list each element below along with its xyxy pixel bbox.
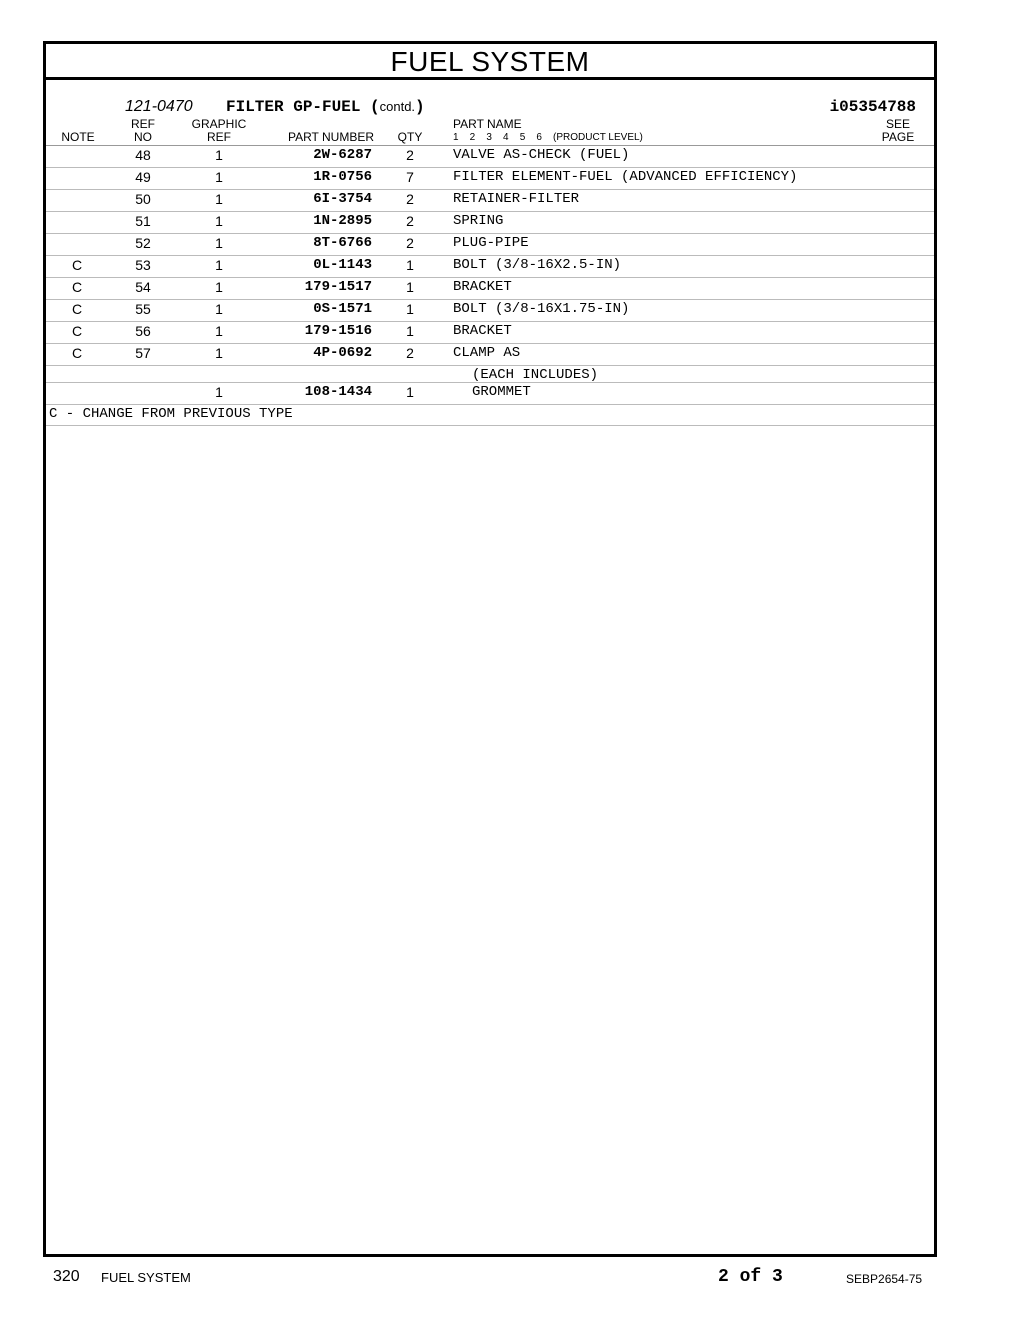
part-name-cell: (EACH INCLUDES) xyxy=(472,367,599,383)
group-name xyxy=(226,98,425,116)
ref-no-cell: 51 xyxy=(135,213,151,229)
note-cell: C xyxy=(72,279,83,295)
part-name-cell: BOLT (3/8-16X2.5-IN) xyxy=(453,257,622,273)
ref-no-cell: 50 xyxy=(135,191,151,207)
qty-cell: 2 xyxy=(406,345,414,361)
group-name-text: FILTER GP-FUEL ( xyxy=(226,98,380,116)
footnote: C - CHANGE FROM PREVIOUS TYPE xyxy=(49,406,293,422)
footer-section-name: FUEL SYSTEM xyxy=(101,1270,191,1285)
header-graphic-top: GRAPHIC xyxy=(191,117,247,131)
table-row xyxy=(46,300,934,322)
page-frame xyxy=(43,41,937,1257)
group-heading xyxy=(46,98,934,118)
part-number-cell: 4P-0692 xyxy=(313,345,372,361)
graphic-ref-cell: 1 xyxy=(215,191,223,207)
part-name-cell: GROMMET xyxy=(472,384,531,400)
part-name-cell: BRACKET xyxy=(453,323,512,339)
table-row xyxy=(46,344,934,366)
part-number-cell: 179-1517 xyxy=(304,279,372,295)
table-row xyxy=(46,212,934,234)
header-part-name: PART NAME xyxy=(453,117,522,131)
qty-cell: 2 xyxy=(406,147,414,163)
part-number-cell: 6I-3754 xyxy=(313,191,372,207)
header-see-top: SEE xyxy=(885,117,910,131)
header-ref-bottom: NO xyxy=(134,130,152,144)
table-row xyxy=(46,234,934,256)
table-row xyxy=(46,190,934,212)
part-name-cell: CLAMP AS xyxy=(453,345,521,361)
qty-cell: 7 xyxy=(406,169,414,185)
ref-no-cell: 55 xyxy=(135,301,151,317)
note-cell: C xyxy=(72,345,83,361)
header-note: NOTE xyxy=(61,130,95,144)
ref-no-cell: 54 xyxy=(135,279,151,295)
qty-cell: 1 xyxy=(406,279,414,295)
note-cell: C xyxy=(72,257,83,273)
graphic-ref-cell: 1 xyxy=(215,257,223,273)
header-qty: QTY xyxy=(397,130,423,144)
ref-no-cell: 53 xyxy=(135,257,151,273)
part-name-cell: RETAINER-FILTER xyxy=(453,191,580,207)
group-name-close: ) xyxy=(415,98,425,116)
part-number-cell: 108-1434 xyxy=(304,384,372,400)
part-number-cell: 0L-1143 xyxy=(313,257,372,273)
group-number: 121-0470 xyxy=(125,98,193,115)
header-see-bottom: PAGE xyxy=(881,130,915,144)
part-name-cell: BOLT (3/8-16X1.75-IN) xyxy=(453,301,630,317)
part-number-cell: 1R-0756 xyxy=(313,169,372,185)
table-row xyxy=(46,168,934,190)
footer-page-count: 2 of 3 xyxy=(718,1267,783,1287)
qty-cell: 2 xyxy=(406,191,414,207)
header-product-level: 1 2 3 4 5 6 (PRODUCT LEVEL) xyxy=(453,132,643,143)
graphic-ref-cell: 1 xyxy=(215,235,223,251)
graphic-ref-cell: 1 xyxy=(215,345,223,361)
group-id: i05354788 xyxy=(829,98,916,116)
page-title: FUEL SYSTEM xyxy=(46,44,934,80)
table-row xyxy=(46,278,934,300)
ref-no-cell: 56 xyxy=(135,323,151,339)
part-number-cell: 8T-6766 xyxy=(313,235,372,251)
part-number-cell: 179-1516 xyxy=(304,323,372,339)
ref-no-cell: 49 xyxy=(135,169,151,185)
part-name-cell: SPRING xyxy=(453,213,504,229)
graphic-ref-cell: 1 xyxy=(215,169,223,185)
note-cell: C xyxy=(72,301,83,317)
graphic-ref-cell: 1 xyxy=(215,323,223,339)
note-cell: C xyxy=(72,323,83,339)
qty-cell: 1 xyxy=(406,323,414,339)
ref-no-cell: 48 xyxy=(135,147,151,163)
part-name-cell: PLUG-PIPE xyxy=(453,235,529,251)
footer-document-id: SEBP2654-75 xyxy=(846,1272,923,1286)
footer-page-number: 320 xyxy=(53,1268,80,1285)
qty-cell: 1 xyxy=(406,257,414,273)
part-number-cell: 0S-1571 xyxy=(313,301,372,317)
qty-cell: 1 xyxy=(406,301,414,317)
header-ref-top: REF xyxy=(131,117,155,131)
table-row xyxy=(46,366,934,383)
graphic-ref-cell: 1 xyxy=(215,384,223,400)
qty-cell: 2 xyxy=(406,235,414,251)
part-name-cell: FILTER ELEMENT-FUEL (ADVANCED EFFICIENCY) xyxy=(453,169,798,185)
part-name-cell: VALVE AS-CHECK (FUEL) xyxy=(453,147,630,163)
graphic-ref-cell: 1 xyxy=(215,213,223,229)
qty-cell: 2 xyxy=(406,213,414,229)
header-part-number: PART NUMBER xyxy=(287,130,374,144)
ref-no-cell: 57 xyxy=(135,345,151,361)
table-row xyxy=(46,322,934,344)
graphic-ref-cell: 1 xyxy=(215,279,223,295)
ref-no-cell: 52 xyxy=(135,235,151,251)
part-number-cell: 1N-2895 xyxy=(313,213,372,229)
qty-cell: 1 xyxy=(406,384,414,400)
header-graphic-bottom: REF xyxy=(207,130,231,144)
group-contd: contd. xyxy=(379,99,416,114)
table-row xyxy=(46,256,934,278)
part-number-cell: 2W-6287 xyxy=(313,147,372,163)
graphic-ref-cell: 1 xyxy=(215,147,223,163)
part-name-cell: BRACKET xyxy=(453,279,512,295)
table-row xyxy=(46,146,934,168)
graphic-ref-cell: 1 xyxy=(215,301,223,317)
table-row xyxy=(46,383,934,405)
